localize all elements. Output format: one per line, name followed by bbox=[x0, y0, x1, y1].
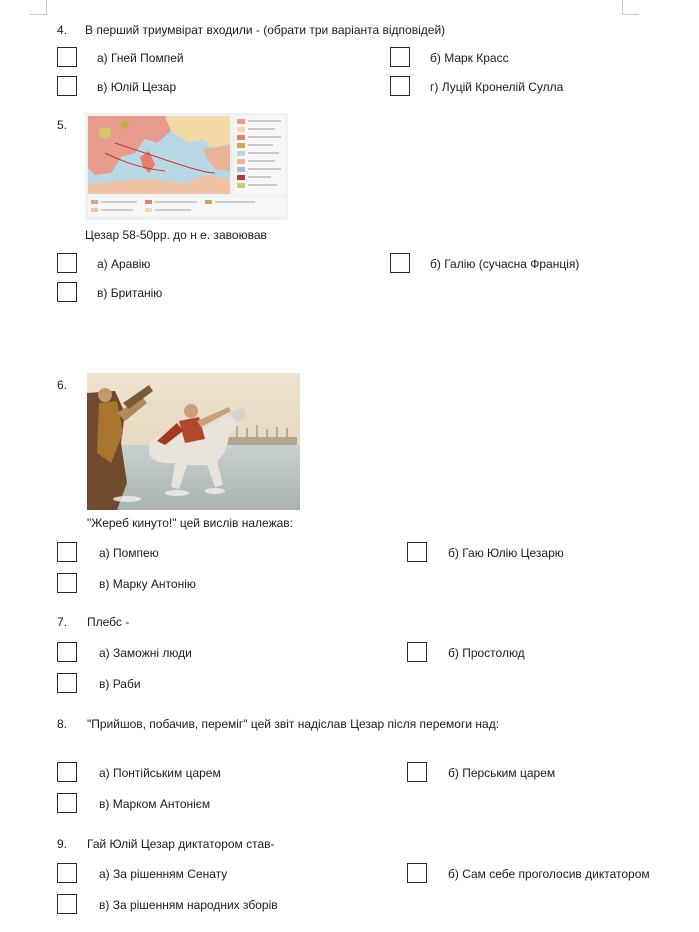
question-5-option-c-checkbox[interactable] bbox=[57, 282, 77, 302]
question-9-number: 9. bbox=[57, 837, 68, 851]
question-7-option-b-label: б) Простолюд bbox=[448, 646, 525, 660]
question-5-option-a-label: а) Аравію bbox=[97, 257, 151, 271]
question-8-option-b-checkbox[interactable] bbox=[407, 762, 427, 782]
question-6-text: "Жереб кинуто!" цей вислів належав: bbox=[87, 516, 293, 530]
question-6-option-a-checkbox[interactable] bbox=[57, 542, 77, 562]
question-4-number: 4. bbox=[57, 23, 68, 37]
question-9-option-b-checkbox[interactable] bbox=[407, 863, 427, 883]
question-4-option-b-label: б) Марк Красс bbox=[430, 51, 509, 65]
question-9-option-b-label: б) Сам себе проголосив диктатором bbox=[448, 867, 650, 881]
question-7-option-b-checkbox[interactable] bbox=[407, 642, 427, 662]
question-4-text: В перший триумвірат входили - (обрати три варіанта відповідей) bbox=[85, 23, 446, 37]
question-9-option-c-checkbox[interactable] bbox=[57, 894, 77, 914]
question-5-option-a-checkbox[interactable] bbox=[57, 253, 77, 273]
question-4-option-c-checkbox[interactable] bbox=[57, 76, 77, 96]
question-6-option-b-checkbox[interactable] bbox=[407, 542, 427, 562]
question-6-option-c-label: в) Марку Антонію bbox=[99, 577, 196, 591]
question-7-option-c-label: в) Раби bbox=[99, 677, 141, 691]
question-8-option-b-label: б) Перським царем bbox=[448, 766, 556, 780]
caesar-crossing-rubicon-image bbox=[87, 373, 300, 510]
question-7-option-a-checkbox[interactable] bbox=[57, 642, 77, 662]
question-5-option-b-label: б) Галію (сучасна Франція) bbox=[430, 257, 580, 271]
question-9-text: Гай Юлій Цезар диктатором став- bbox=[87, 837, 275, 851]
roman-conquests-map-image bbox=[85, 113, 288, 220]
page-corner-mark-right bbox=[622, 0, 639, 15]
question-4-option-b-checkbox[interactable] bbox=[390, 47, 410, 67]
question-4-option-d-label: г) Луцій Кронелій Сулла bbox=[430, 80, 564, 94]
question-8-option-a-label: а) Понтійським царем bbox=[99, 766, 221, 780]
question-5-option-c-label: в) Британію bbox=[97, 286, 163, 300]
page-corner-mark-left bbox=[30, 0, 47, 15]
question-7-option-a-label: а) Заможні люди bbox=[99, 646, 192, 660]
question-7-option-c-checkbox[interactable] bbox=[57, 673, 77, 693]
question-6-option-c-checkbox[interactable] bbox=[57, 573, 77, 593]
question-6-option-b-label: б) Гаю Юлію Цезарю bbox=[448, 546, 564, 560]
question-6-option-a-label: а) Помпею bbox=[99, 546, 159, 560]
question-5-text: Цезар 58-50рр. до н е. завоював bbox=[85, 228, 267, 242]
question-4-option-c-label: в) Юлій Цезар bbox=[97, 80, 177, 94]
question-8-number: 8. bbox=[57, 717, 68, 731]
question-9-option-c-label: в) За рішенням народних зборів bbox=[99, 898, 278, 912]
question-8-option-c-label: в) Марком Антонієм bbox=[99, 797, 211, 811]
question-8-text: "Прийшов, побачив, переміг" цей звіт надіслав Цезар після перемоги над: bbox=[87, 717, 500, 731]
question-7-text: Плебс - bbox=[87, 615, 130, 629]
question-7-number: 7. bbox=[57, 615, 68, 629]
question-9-option-a-checkbox[interactable] bbox=[57, 863, 77, 883]
question-5-option-b-checkbox[interactable] bbox=[390, 253, 410, 273]
question-4-option-a-label: а) Гней Помпей bbox=[97, 51, 184, 65]
question-6-number: 6. bbox=[57, 378, 68, 392]
question-5-number: 5. bbox=[57, 118, 68, 132]
question-8-option-a-checkbox[interactable] bbox=[57, 762, 77, 782]
question-4-option-d-checkbox[interactable] bbox=[390, 76, 410, 96]
question-9-option-a-label: а) За рішенням Сенату bbox=[99, 867, 228, 881]
question-8-option-c-checkbox[interactable] bbox=[57, 793, 77, 813]
question-4-option-a-checkbox[interactable] bbox=[57, 47, 77, 67]
